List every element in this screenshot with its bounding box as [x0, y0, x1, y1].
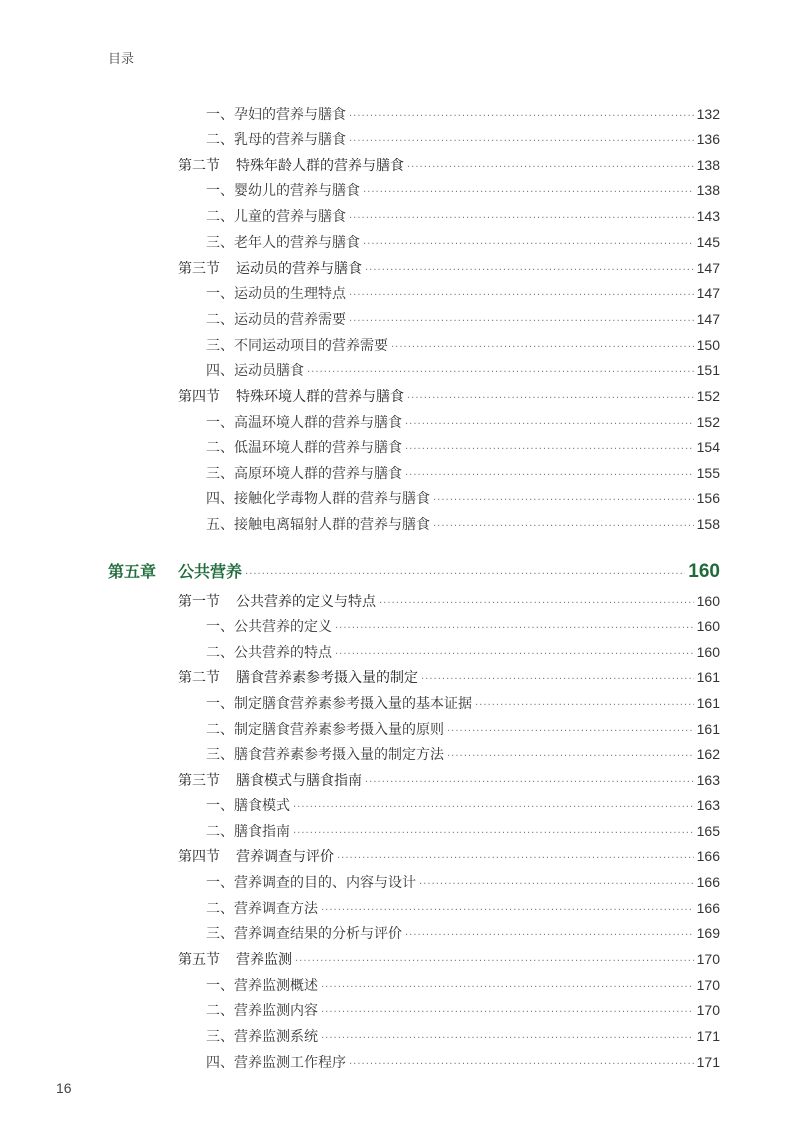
toc-entry-text: [206, 899, 318, 919]
toc-entry-page: 154: [696, 439, 720, 455]
toc-entry-prefix: 二、: [206, 132, 234, 148]
toc-entry-sub[interactable]: [206, 1026, 720, 1046]
dot-leader: [307, 363, 694, 383]
toc-entry-text: [206, 207, 346, 227]
toc-entry-prefix: 第五节: [178, 952, 220, 968]
dot-leader: [365, 773, 694, 793]
toc-entry-title: 制定膳食营养素参考摄入量的原则: [234, 722, 444, 738]
toc-entry-text: [178, 259, 362, 279]
toc-entry-page: 161: [696, 669, 720, 685]
toc-entry-page: 170: [696, 951, 720, 967]
toc-entry-sub[interactable]: [206, 437, 720, 457]
toc-entry-prefix: 二、: [206, 209, 234, 225]
toc-entry-text: [206, 1053, 346, 1073]
toc-entry-text: [206, 617, 332, 637]
dot-leader: [433, 491, 694, 511]
toc-entry-prefix: 二、: [206, 1003, 234, 1019]
toc-entry-page: 138: [696, 157, 720, 173]
toc-entry-title: 营养调查方法: [234, 901, 318, 917]
toc-entry-text: [178, 387, 404, 407]
toc-entry-sub[interactable]: [206, 872, 720, 892]
toc-entry-text: [206, 284, 346, 304]
toc-entry-page: 163: [696, 797, 720, 813]
toc-entry-title: 制定膳食营养素参考摄入量的基本证据: [234, 696, 472, 712]
toc-entry-text: [206, 105, 346, 125]
toc-entry-title: 高原环境人群的营养与膳食: [234, 466, 402, 482]
dot-leader: [321, 978, 694, 998]
toc-entry-title: 孕妇的营养与膳食: [234, 107, 346, 123]
toc-entry-sub[interactable]: [206, 232, 720, 252]
toc-entry-text: [206, 336, 388, 356]
toc-entry-sub[interactable]: [206, 1000, 720, 1020]
toc-entry-sub[interactable]: [206, 795, 720, 815]
toc-entry-title: 不同运动项目的营养需要: [234, 338, 388, 354]
toc-entry-title: 膳食模式与膳食指南: [236, 773, 362, 789]
toc-entry-prefix: 一、: [206, 183, 234, 199]
toc-entry-section[interactable]: [178, 667, 720, 687]
toc-entry-chapter[interactable]: [108, 560, 720, 584]
toc-entry-title: 公共营养的特点: [234, 645, 332, 661]
toc-entry-title: 营养监测系统: [234, 1029, 318, 1045]
toc-entry-title: 营养调查与评价: [236, 849, 334, 865]
dot-leader: [245, 565, 685, 585]
toc-entry-page: 160: [696, 593, 720, 609]
toc-entry-page: 166: [696, 874, 720, 890]
dot-leader: [475, 696, 694, 716]
toc-entry-sub[interactable]: [206, 283, 720, 303]
toc-entry-prefix: 三、: [206, 235, 234, 251]
dot-leader: [349, 1055, 694, 1075]
toc-entry-title: 营养监测概述: [234, 978, 318, 994]
toc-entry-title: 低温环境人群的营养与膳食: [234, 440, 402, 456]
toc-entry-page: 145: [696, 234, 720, 250]
toc-entry-prefix: 第五章: [108, 562, 157, 581]
toc-entry-page: 147: [696, 285, 720, 301]
toc-entry-sub[interactable]: [206, 104, 720, 124]
dot-leader: [419, 875, 694, 895]
toc-entry-section[interactable]: [178, 846, 720, 866]
toc-entry-prefix: 第三节: [178, 261, 220, 277]
toc-entry-text: [206, 464, 402, 484]
toc-entry-prefix: 三、: [206, 338, 234, 354]
toc-entry-sub[interactable]: [206, 514, 720, 534]
toc-entry-prefix: 四、: [206, 491, 234, 507]
toc-entry-prefix: 第一节: [178, 594, 220, 610]
toc-entry-title: 运动员的生理特点: [234, 286, 346, 302]
toc-entry-prefix: 三、: [206, 1029, 234, 1045]
toc-entry-page: 152: [696, 388, 720, 404]
toc-entry-page: 160: [688, 561, 720, 582]
toc-entry-text: [206, 361, 304, 381]
toc-entry-text: [206, 694, 472, 714]
dot-leader: [335, 645, 694, 665]
dot-leader: [363, 235, 694, 255]
toc-entry-prefix: 二、: [206, 312, 234, 328]
toc-entry-title: 接触电离辐射人群的营养与膳食: [234, 517, 430, 533]
toc-entry-page: 160: [696, 618, 720, 634]
dot-leader: [349, 132, 694, 152]
toc-entry-title: 营养监测工作程序: [234, 1055, 346, 1071]
toc-entry-text: [206, 796, 290, 816]
toc-entry-text: [206, 181, 360, 201]
toc-entry-title: 公共营养: [178, 562, 243, 581]
toc-entry-text: [178, 847, 334, 867]
dot-leader: [363, 183, 694, 203]
toc-entry-page: 160: [696, 644, 720, 660]
toc-entry-page: 132: [696, 106, 720, 122]
toc-entry-text: [206, 438, 402, 458]
toc-entry-text: [206, 822, 290, 842]
toc-entry-title: 乳母的营养与膳食: [234, 132, 346, 148]
toc-entry-text: [206, 413, 402, 433]
toc-entry-title: 儿童的营养与膳食: [234, 209, 346, 225]
toc-entry-page: 169: [696, 925, 720, 941]
toc-entry-title: 营养调查的目的、内容与设计: [234, 875, 416, 891]
toc-entry-section[interactable]: [178, 770, 720, 790]
toc-entry-prefix: 二、: [206, 645, 234, 661]
toc-entry-text: [206, 643, 332, 663]
toc-entry-title: 接触化学毒物人群的营养与膳食: [234, 491, 430, 507]
toc-entry-prefix: 四、: [206, 1055, 234, 1071]
toc-entry-sub[interactable]: [206, 923, 720, 943]
dot-leader: [349, 286, 694, 306]
dot-leader: [321, 901, 694, 921]
toc-entry-prefix: 五、: [206, 517, 234, 533]
dot-leader: [407, 158, 694, 178]
toc-entry-prefix: 三、: [206, 926, 234, 942]
toc-entry-title: 膳食指南: [234, 824, 290, 840]
toc-entry-title: 老年人的营养与膳食: [234, 235, 360, 251]
toc-entry-title: 膳食模式: [234, 798, 290, 814]
toc-entry-text: [108, 560, 242, 584]
toc-entry-title: 营养监测内容: [234, 1003, 318, 1019]
toc-entry-text: [206, 515, 430, 535]
toc-entry-sub[interactable]: [206, 412, 720, 432]
toc-entry-prefix: 一、: [206, 107, 234, 123]
dot-leader: [447, 747, 694, 767]
dot-leader: [365, 261, 694, 281]
toc-entry-sub[interactable]: [206, 898, 720, 918]
dot-leader: [295, 952, 694, 972]
toc-entry-prefix: 一、: [206, 286, 234, 302]
dot-leader: [405, 440, 694, 460]
dot-leader: [405, 415, 694, 435]
dot-leader: [433, 517, 694, 537]
toc-entry-text: [206, 924, 402, 944]
toc-entry-prefix: 二、: [206, 722, 234, 738]
toc-entry-sub[interactable]: [206, 975, 720, 995]
toc-entry-page: 161: [696, 721, 720, 737]
toc-entry-text: [178, 668, 418, 688]
toc-entry-prefix: 一、: [206, 978, 234, 994]
toc-entry-prefix: 一、: [206, 415, 234, 431]
dot-leader: [349, 107, 694, 127]
toc-entry-text: [206, 233, 360, 253]
toc-entry-title: 运动员的营养需要: [234, 312, 346, 328]
dot-leader: [293, 798, 694, 818]
toc-entry-sub[interactable]: [206, 463, 720, 483]
toc-entry-title: 运动员膳食: [234, 363, 304, 379]
toc-entry-sub[interactable]: [206, 206, 720, 226]
toc-entry-title: 特殊年龄人群的营养与膳食: [236, 158, 404, 174]
toc-entry-prefix: 第二节: [178, 670, 220, 686]
dot-leader: [349, 312, 694, 332]
toc-entry-text: [206, 873, 416, 893]
toc-entry-title: 婴幼儿的营养与膳食: [234, 183, 360, 199]
dot-leader: [321, 1003, 694, 1023]
toc-entry-text: [206, 976, 318, 996]
toc-entry-page: 170: [696, 1002, 720, 1018]
toc-entry-sub[interactable]: [206, 616, 720, 636]
toc-entry-title: 特殊环境人群的营养与膳食: [236, 389, 404, 405]
toc-entry-prefix: 一、: [206, 875, 234, 891]
toc-entry-prefix: 第二节: [178, 158, 220, 174]
toc-entry-text: [178, 156, 404, 176]
toc-entry-text: [206, 1027, 318, 1047]
toc-entry-title: 膳食营养素参考摄入量的制定方法: [234, 747, 444, 763]
dot-leader: [405, 466, 694, 486]
toc-entry-prefix: 二、: [206, 901, 234, 917]
dot-leader: [293, 824, 694, 844]
toc-entry-section[interactable]: [178, 591, 720, 611]
toc-entry-page: 162: [696, 746, 720, 762]
toc-entry-prefix: 三、: [206, 747, 234, 763]
toc-entry-page: 166: [696, 848, 720, 864]
toc-entry-page: 151: [696, 362, 720, 378]
toc-entry-text: [178, 950, 292, 970]
toc-entry-section[interactable]: [178, 386, 720, 406]
toc-entry-sub[interactable]: [206, 129, 720, 149]
toc-entry-page: 171: [696, 1028, 720, 1044]
toc-entry-page: 147: [696, 260, 720, 276]
dot-leader: [321, 1029, 694, 1049]
toc-entry-prefix: 第三节: [178, 773, 220, 789]
toc-entry-text: [206, 720, 444, 740]
dot-leader: [337, 849, 694, 869]
toc-entry-text: [206, 310, 346, 330]
toc-entry-prefix: 二、: [206, 440, 234, 456]
dot-leader: [405, 926, 694, 946]
toc-entry-text: [206, 1001, 318, 1021]
toc-entry-prefix: 第四节: [178, 389, 220, 405]
toc-entry-page: 171: [696, 1054, 720, 1070]
toc-entry-text: [206, 489, 430, 509]
toc-entry-prefix: 一、: [206, 619, 234, 635]
toc-entry-title: 膳食营养素参考摄入量的制定: [236, 670, 418, 686]
toc-entry-sub[interactable]: [206, 180, 720, 200]
dot-leader: [379, 594, 694, 614]
toc-entry-text: [178, 771, 362, 791]
toc-entry-prefix: 一、: [206, 798, 234, 814]
toc-entry-page: 163: [696, 772, 720, 788]
toc-entry-title: 高温环境人群的营养与膳食: [234, 415, 402, 431]
toc-entry-page: 136: [696, 131, 720, 147]
toc-entry-page: 158: [696, 516, 720, 532]
toc-entry-page: 161: [696, 695, 720, 711]
toc-entry-section[interactable]: [178, 949, 720, 969]
toc-entry-text: [206, 130, 346, 150]
toc-entry-page: 147: [696, 311, 720, 327]
toc-entry-section[interactable]: [178, 155, 720, 175]
toc-entry-sub[interactable]: [206, 309, 720, 329]
running-header: 目录: [108, 52, 135, 67]
dot-leader: [391, 338, 694, 358]
toc-entry-prefix: 三、: [206, 466, 234, 482]
toc-entry-sub[interactable]: [206, 821, 720, 841]
toc-entry-sub[interactable]: [206, 1052, 720, 1072]
dot-leader: [335, 619, 694, 639]
toc-entry-page: 156: [696, 490, 720, 506]
dot-leader: [447, 722, 694, 742]
toc-entry-title: 营养调查结果的分析与评价: [234, 926, 402, 942]
toc-entry-page: 166: [696, 900, 720, 916]
toc-entry-sub[interactable]: [206, 642, 720, 662]
toc-entry-text: [178, 592, 376, 612]
toc-entry-prefix: 二、: [206, 824, 234, 840]
toc-entry-page: 170: [696, 977, 720, 993]
toc-entry-section[interactable]: [178, 258, 720, 278]
toc-entry-title: 公共营养的定义与特点: [236, 594, 376, 610]
page-number: 16: [56, 1080, 72, 1096]
toc-entry-page: 165: [696, 823, 720, 839]
toc-entry-title: 营养监测: [236, 952, 292, 968]
toc-entry-sub[interactable]: [206, 488, 720, 508]
toc-entry-prefix: 四、: [206, 363, 234, 379]
toc-entry-sub[interactable]: [206, 360, 720, 380]
toc-entry-title: 运动员的营养与膳食: [236, 261, 362, 277]
toc-entry-sub[interactable]: [206, 719, 720, 739]
toc-entry-prefix: 一、: [206, 696, 234, 712]
dot-leader: [349, 209, 694, 229]
toc-entry-page: 138: [696, 182, 720, 198]
toc-entry-title: 公共营养的定义: [234, 619, 332, 635]
toc-entry-page: 152: [696, 414, 720, 430]
dot-leader: [421, 670, 694, 690]
toc-entry-sub[interactable]: [206, 335, 720, 355]
toc-entry-text: [206, 745, 444, 765]
toc-entry-page: 143: [696, 208, 720, 224]
toc-entry-page: 155: [696, 465, 720, 481]
toc-entry-prefix: 第四节: [178, 849, 220, 865]
dot-leader: [407, 389, 694, 409]
toc-entry-sub[interactable]: [206, 744, 720, 764]
toc-entry-page: 150: [696, 337, 720, 353]
toc-entry-sub[interactable]: [206, 693, 720, 713]
